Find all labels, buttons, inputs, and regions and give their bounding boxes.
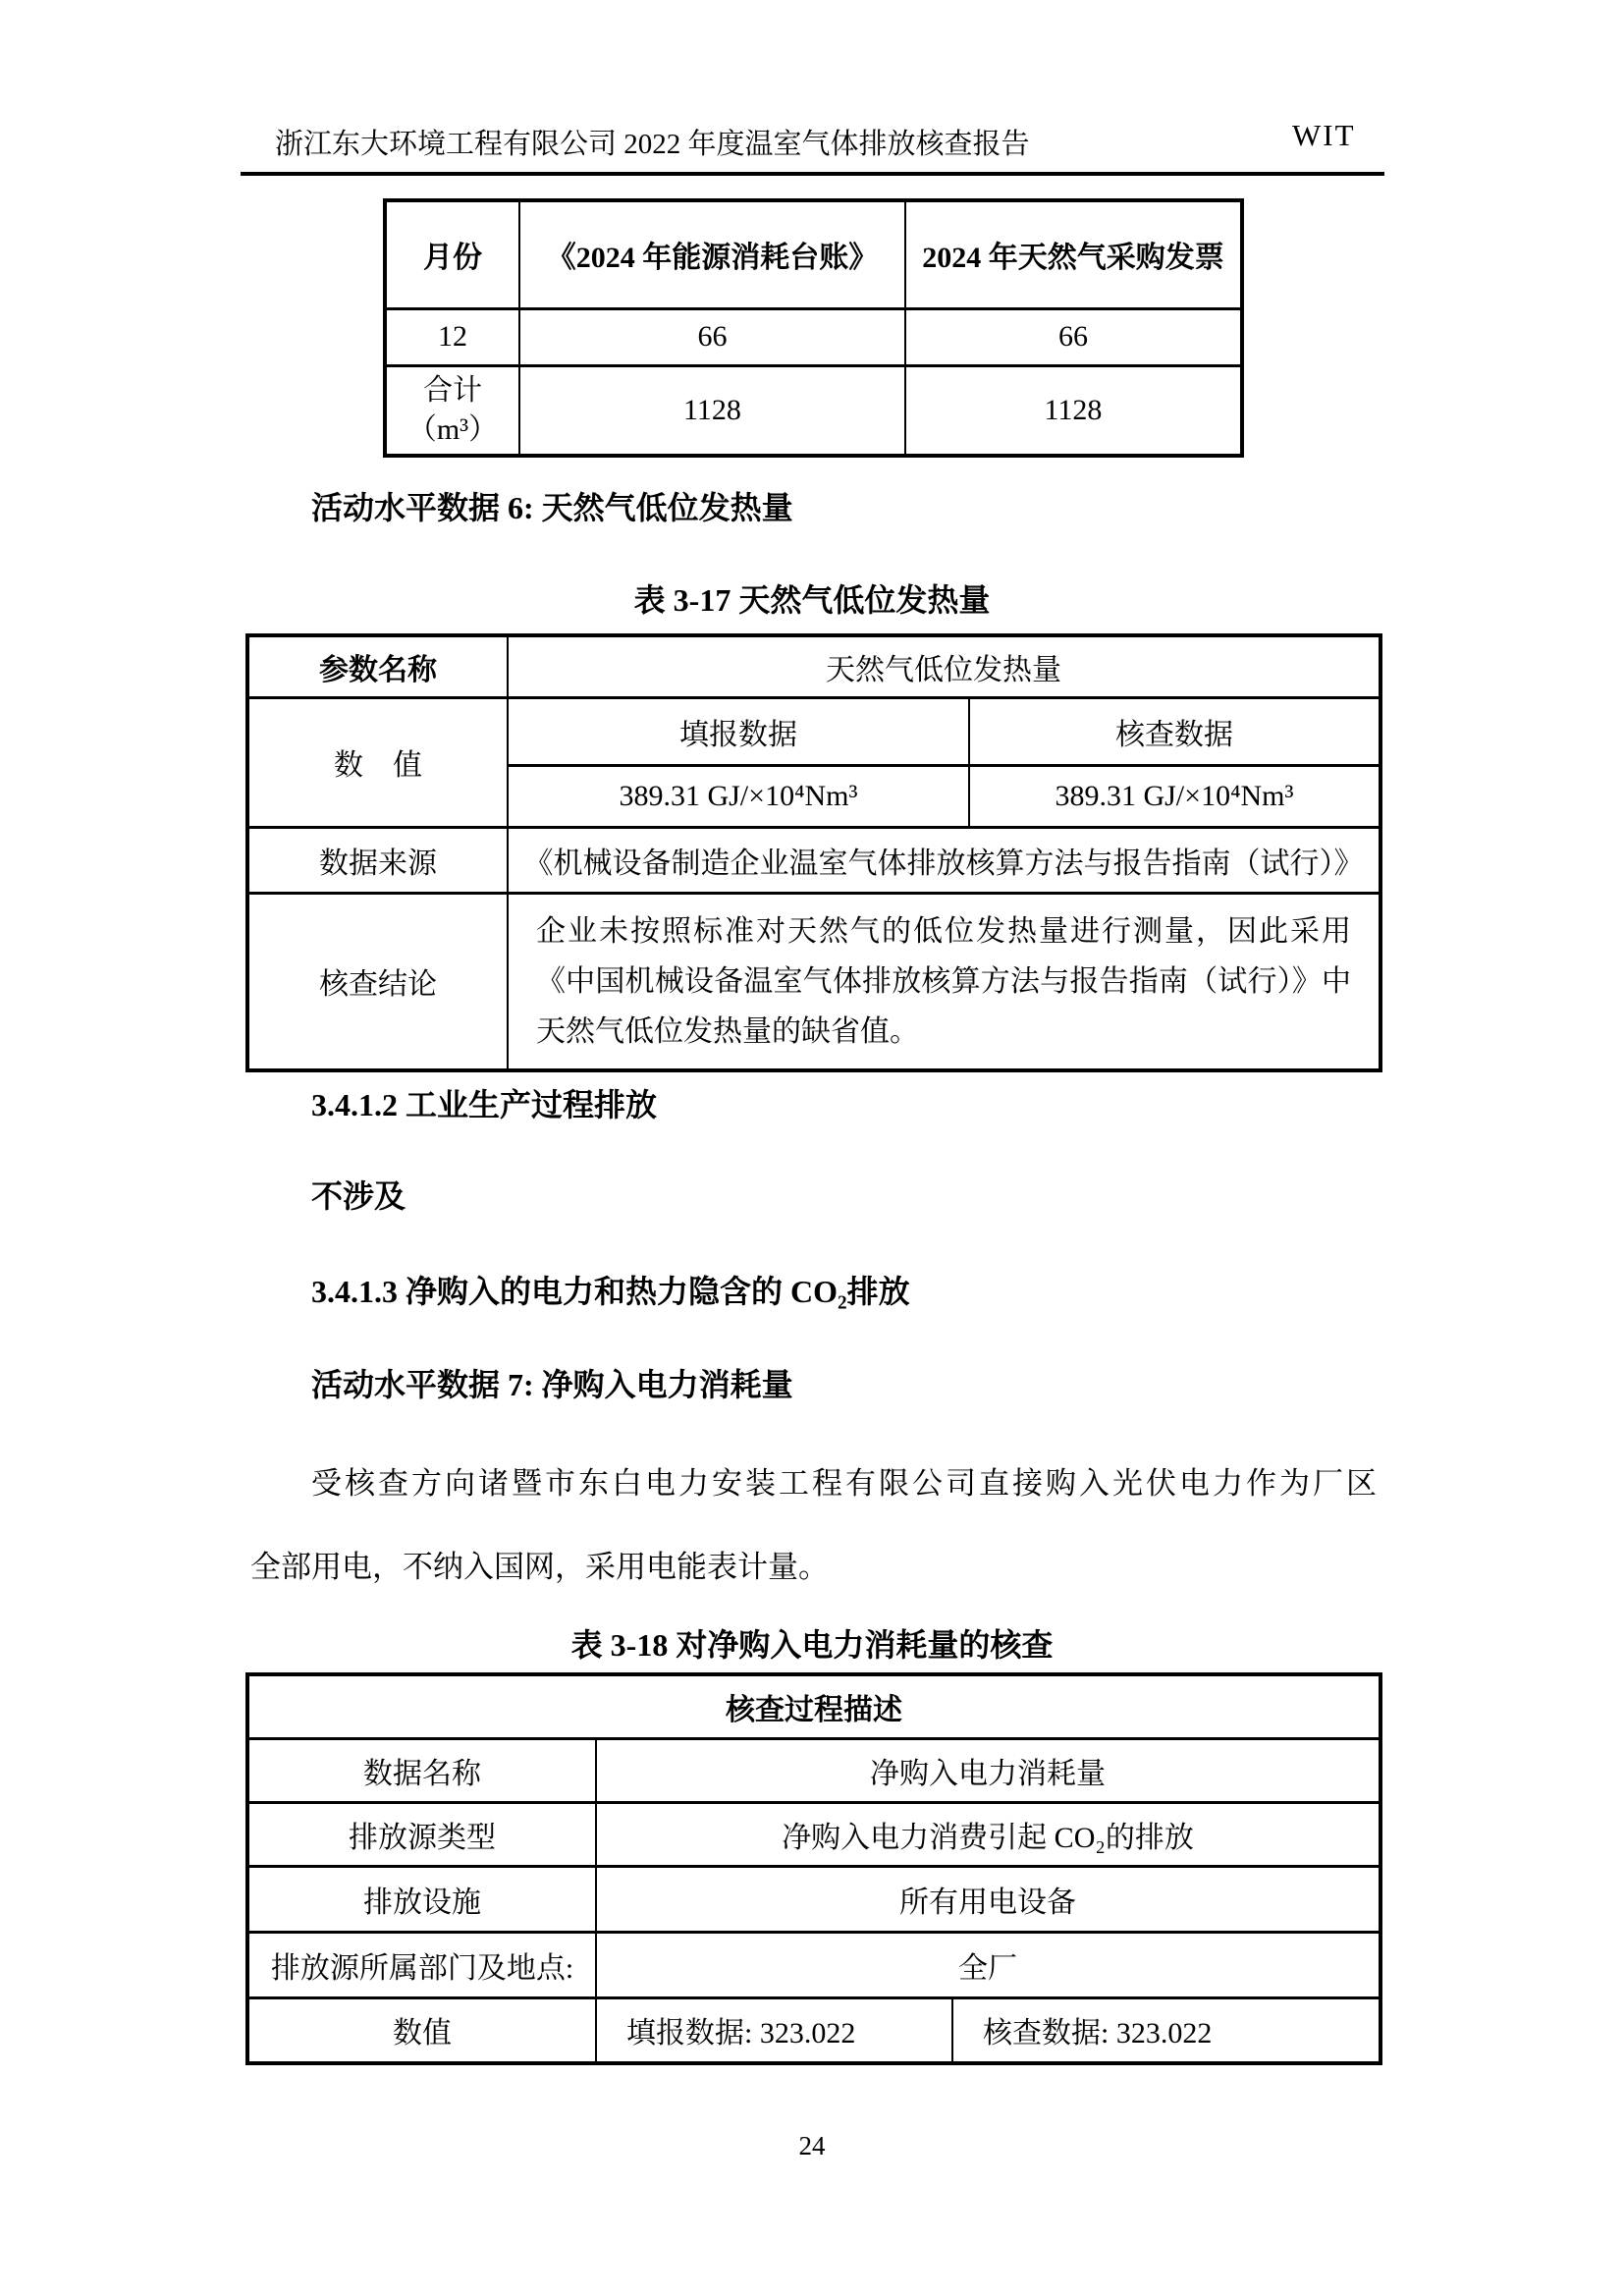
ncv-table-3-17: [245, 633, 1382, 1072]
t317-source-value: 《机械设备制造企业温室气体排放核算方法与报告指南（试行）》: [508, 827, 1380, 893]
gas-invoice-12: 66: [905, 308, 1242, 365]
table-3-18-caption: 表 3-18 对净购入电力消耗量的核查: [570, 1627, 1054, 1663]
gas-month-12: 12: [385, 308, 519, 365]
activity-data-6-heading: 活动水平数据 6: 天然气低位发热量: [311, 490, 793, 525]
t318-department-label: 排放源所属部门及地点:: [247, 1932, 596, 1997]
t318-facility-label: 排放设施: [247, 1866, 596, 1932]
t318-data-name-value: 净购入电力消耗量: [596, 1738, 1380, 1802]
table-row: [385, 365, 1242, 456]
t317-value-label: 数 值: [247, 697, 508, 827]
gas-consumption-table: [383, 198, 1244, 458]
page-number: 24: [798, 2131, 826, 2160]
table-row: [247, 1802, 1380, 1866]
t317-reported-value: 389.31 GJ/×10⁴Nm³: [508, 765, 969, 827]
table-row: [385, 308, 1242, 365]
header-brand-wit: WIT: [1292, 118, 1356, 152]
gas-total-label-line1: 合计: [423, 373, 482, 407]
gas-col-month-header: 月份: [385, 200, 519, 308]
t318-facility-value: 所有用电设备: [596, 1866, 1380, 1932]
t317-param-value: 天然气低位发热量: [508, 635, 1380, 697]
t318-department-value: 全厂: [596, 1932, 1380, 1997]
t318-value-label: 数值: [247, 1997, 596, 2063]
t317-verified-value: 389.31 GJ/×10⁴Nm³: [969, 765, 1380, 827]
table-3-17-caption: 表 3-17 天然气低位发热量: [633, 582, 991, 618]
table-row: [385, 200, 1242, 308]
not-involved-text: 不涉及: [311, 1178, 406, 1214]
t317-conclusion-label: 核查结论: [247, 893, 508, 1070]
table-row: [247, 697, 1380, 765]
gas-col-invoice-header: 2024 年天然气采购发票: [905, 200, 1242, 308]
paragraph-line-2: 全部用电，不纳入国网，采用电能表计量。: [250, 1550, 829, 1584]
section-3412-heading: 3.4.1.2 工业生产过程排放: [311, 1087, 658, 1122]
table-row: [247, 1866, 1380, 1932]
table-row: [247, 893, 1380, 1070]
header-rule: [241, 172, 1384, 176]
electricity-table-3-18: [245, 1672, 1382, 2065]
table-row: [247, 635, 1380, 697]
paragraph-line-1: 受核查方向诸暨市东白电力安装工程有限公司直接购入光伏电力作为厂区: [311, 1466, 1380, 1501]
t318-process-header: 核查过程描述: [247, 1674, 1380, 1738]
table-row: [247, 1738, 1380, 1802]
gas-total-ledger: 1128: [519, 365, 905, 456]
t317-param-label: 参数名称: [247, 635, 508, 697]
table-row: [247, 1997, 1380, 2063]
gas-col-ledger-header: 《2024 年能源消耗台账》: [519, 200, 905, 308]
t318-source-type-value: 净购入电力消费引起 CO₂的排放: [596, 1802, 1380, 1866]
page-header-title: 浙江东大环境工程有限公司 2022 年度温室气体排放核查报告: [275, 129, 1030, 160]
t318-data-name-label: 数据名称: [247, 1738, 596, 1802]
table-row: [247, 1932, 1380, 1997]
gas-ledger-12: 66: [519, 308, 905, 365]
section-3413-heading: 3.4.1.3 净购入的电力和热力隐含的 CO₂排放: [311, 1274, 910, 1309]
t318-verified-value: 核查数据: 323.022: [952, 1997, 1380, 2063]
gas-total-unit: （m³）: [406, 412, 499, 446]
table-row: [247, 1674, 1380, 1738]
gas-total-invoice: 1128: [905, 365, 1242, 456]
t318-reported-value: 填报数据: 323.022: [596, 1997, 952, 2063]
t317-conclusion-value: 企业未按照标准对天然气的低位发热量进行测量，因此采用《中国机械设备温室气体排放核算方法与报告指南（试行）》中天然气低位发热量的缺省值。: [508, 893, 1380, 1070]
gas-total-label: [385, 365, 519, 456]
t317-verified-header: 核查数据: [969, 697, 1380, 765]
t317-reported-header: 填报数据: [508, 697, 969, 765]
table-row: [247, 827, 1380, 893]
t318-source-type-label: 排放源类型: [247, 1802, 596, 1866]
t317-source-label: 数据来源: [247, 827, 508, 893]
activity-data-7-heading: 活动水平数据 7: 净购入电力消耗量: [311, 1367, 793, 1402]
